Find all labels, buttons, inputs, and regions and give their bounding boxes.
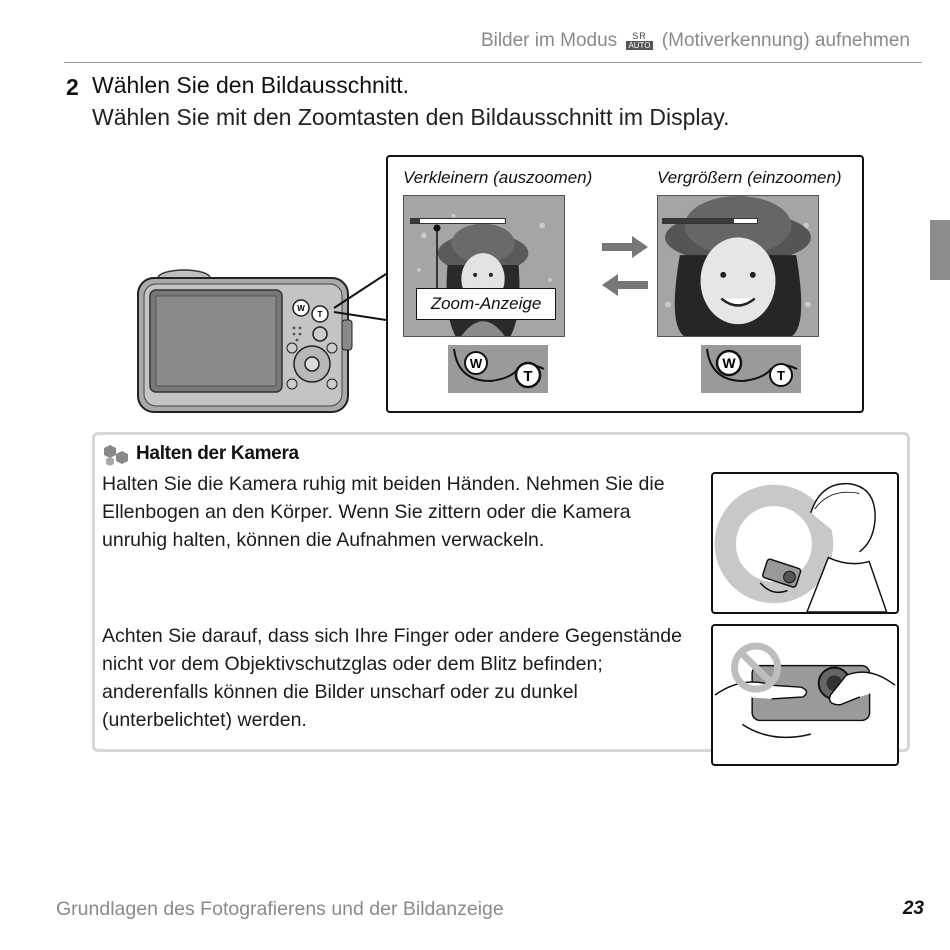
zoom-in-t-label: T <box>777 368 785 383</box>
zoom-out-caption: Verkleinern (auszoomen) <box>403 168 593 187</box>
zoom-indicator-bar-out <box>410 218 506 224</box>
camera-t-text: T <box>317 310 323 319</box>
page-header-title <box>481 30 910 52</box>
step-description: Wählen Sie mit den Zoomtasten den Bildausschnitt im Display. <box>92 104 730 130</box>
zoom-out-wt-buttons <box>448 345 548 393</box>
zoom-out-t-label: T <box>523 368 533 385</box>
arrow-left-icon <box>602 274 648 296</box>
step-title: Wählen Sie den Bildausschnitt. <box>92 72 410 98</box>
hint-paragraph-1: Halten Sie die Kamera ruhig mit beiden Händen. Nehmen Sie die Ellenbogen an den Körper. Wenn Sie zittern oder die Kamera unruhig halten, können die Aufnahmen verwackeln. <box>102 473 665 551</box>
chapter-tab <box>930 220 950 280</box>
zoom-in-caption: Vergrößern (einzoomen) <box>657 168 842 187</box>
page-number: 23 <box>902 898 924 919</box>
footer-section-title: Grundlagen des Fotografierens und der Bildanzeige <box>56 898 504 920</box>
hint-icon <box>102 444 132 466</box>
zoom-out-w-label: W <box>469 356 483 371</box>
header-divider <box>64 62 922 63</box>
zoom-indicator-pointer <box>432 222 442 292</box>
camera-w-text: W <box>297 304 305 313</box>
header-title-after: (Motiverkennung) aufnehmen <box>661 30 910 51</box>
zoom-indicator-label: Zoom-Anzeige <box>416 288 556 320</box>
hint-heading: Halten der Kamera <box>136 443 299 464</box>
zoom-indicator-fill-in <box>663 219 734 223</box>
zoom-indicator-bar-in <box>662 218 758 224</box>
correct-hold-illustration <box>711 472 899 614</box>
sr-auto-mode-icon <box>626 32 652 50</box>
zoom-in-photo <box>657 195 819 337</box>
sr-auto-icon-top: SR <box>632 31 647 41</box>
step-number: 2 <box>66 74 79 100</box>
arrow-right-icon <box>602 236 648 258</box>
zoom-indicator-fill-out <box>411 219 420 223</box>
incorrect-hold-illustration <box>711 624 899 766</box>
header-title-before: Bilder im Modus <box>480 30 618 51</box>
sr-auto-icon-bottom: AUTO <box>628 41 651 50</box>
hint-paragraph-2: Achten Sie darauf, dass sich Ihre Finger oder andere Gegenstände nicht vor dem Objektivschutzglas oder dem Blitz befinden; anderenfalls können die Bilder unscharf oder zu dunkel (unterbelichtet) werden. <box>102 625 682 731</box>
zoom-in-w-label: W <box>722 355 736 371</box>
zoom-in-wt-buttons <box>701 345 801 393</box>
